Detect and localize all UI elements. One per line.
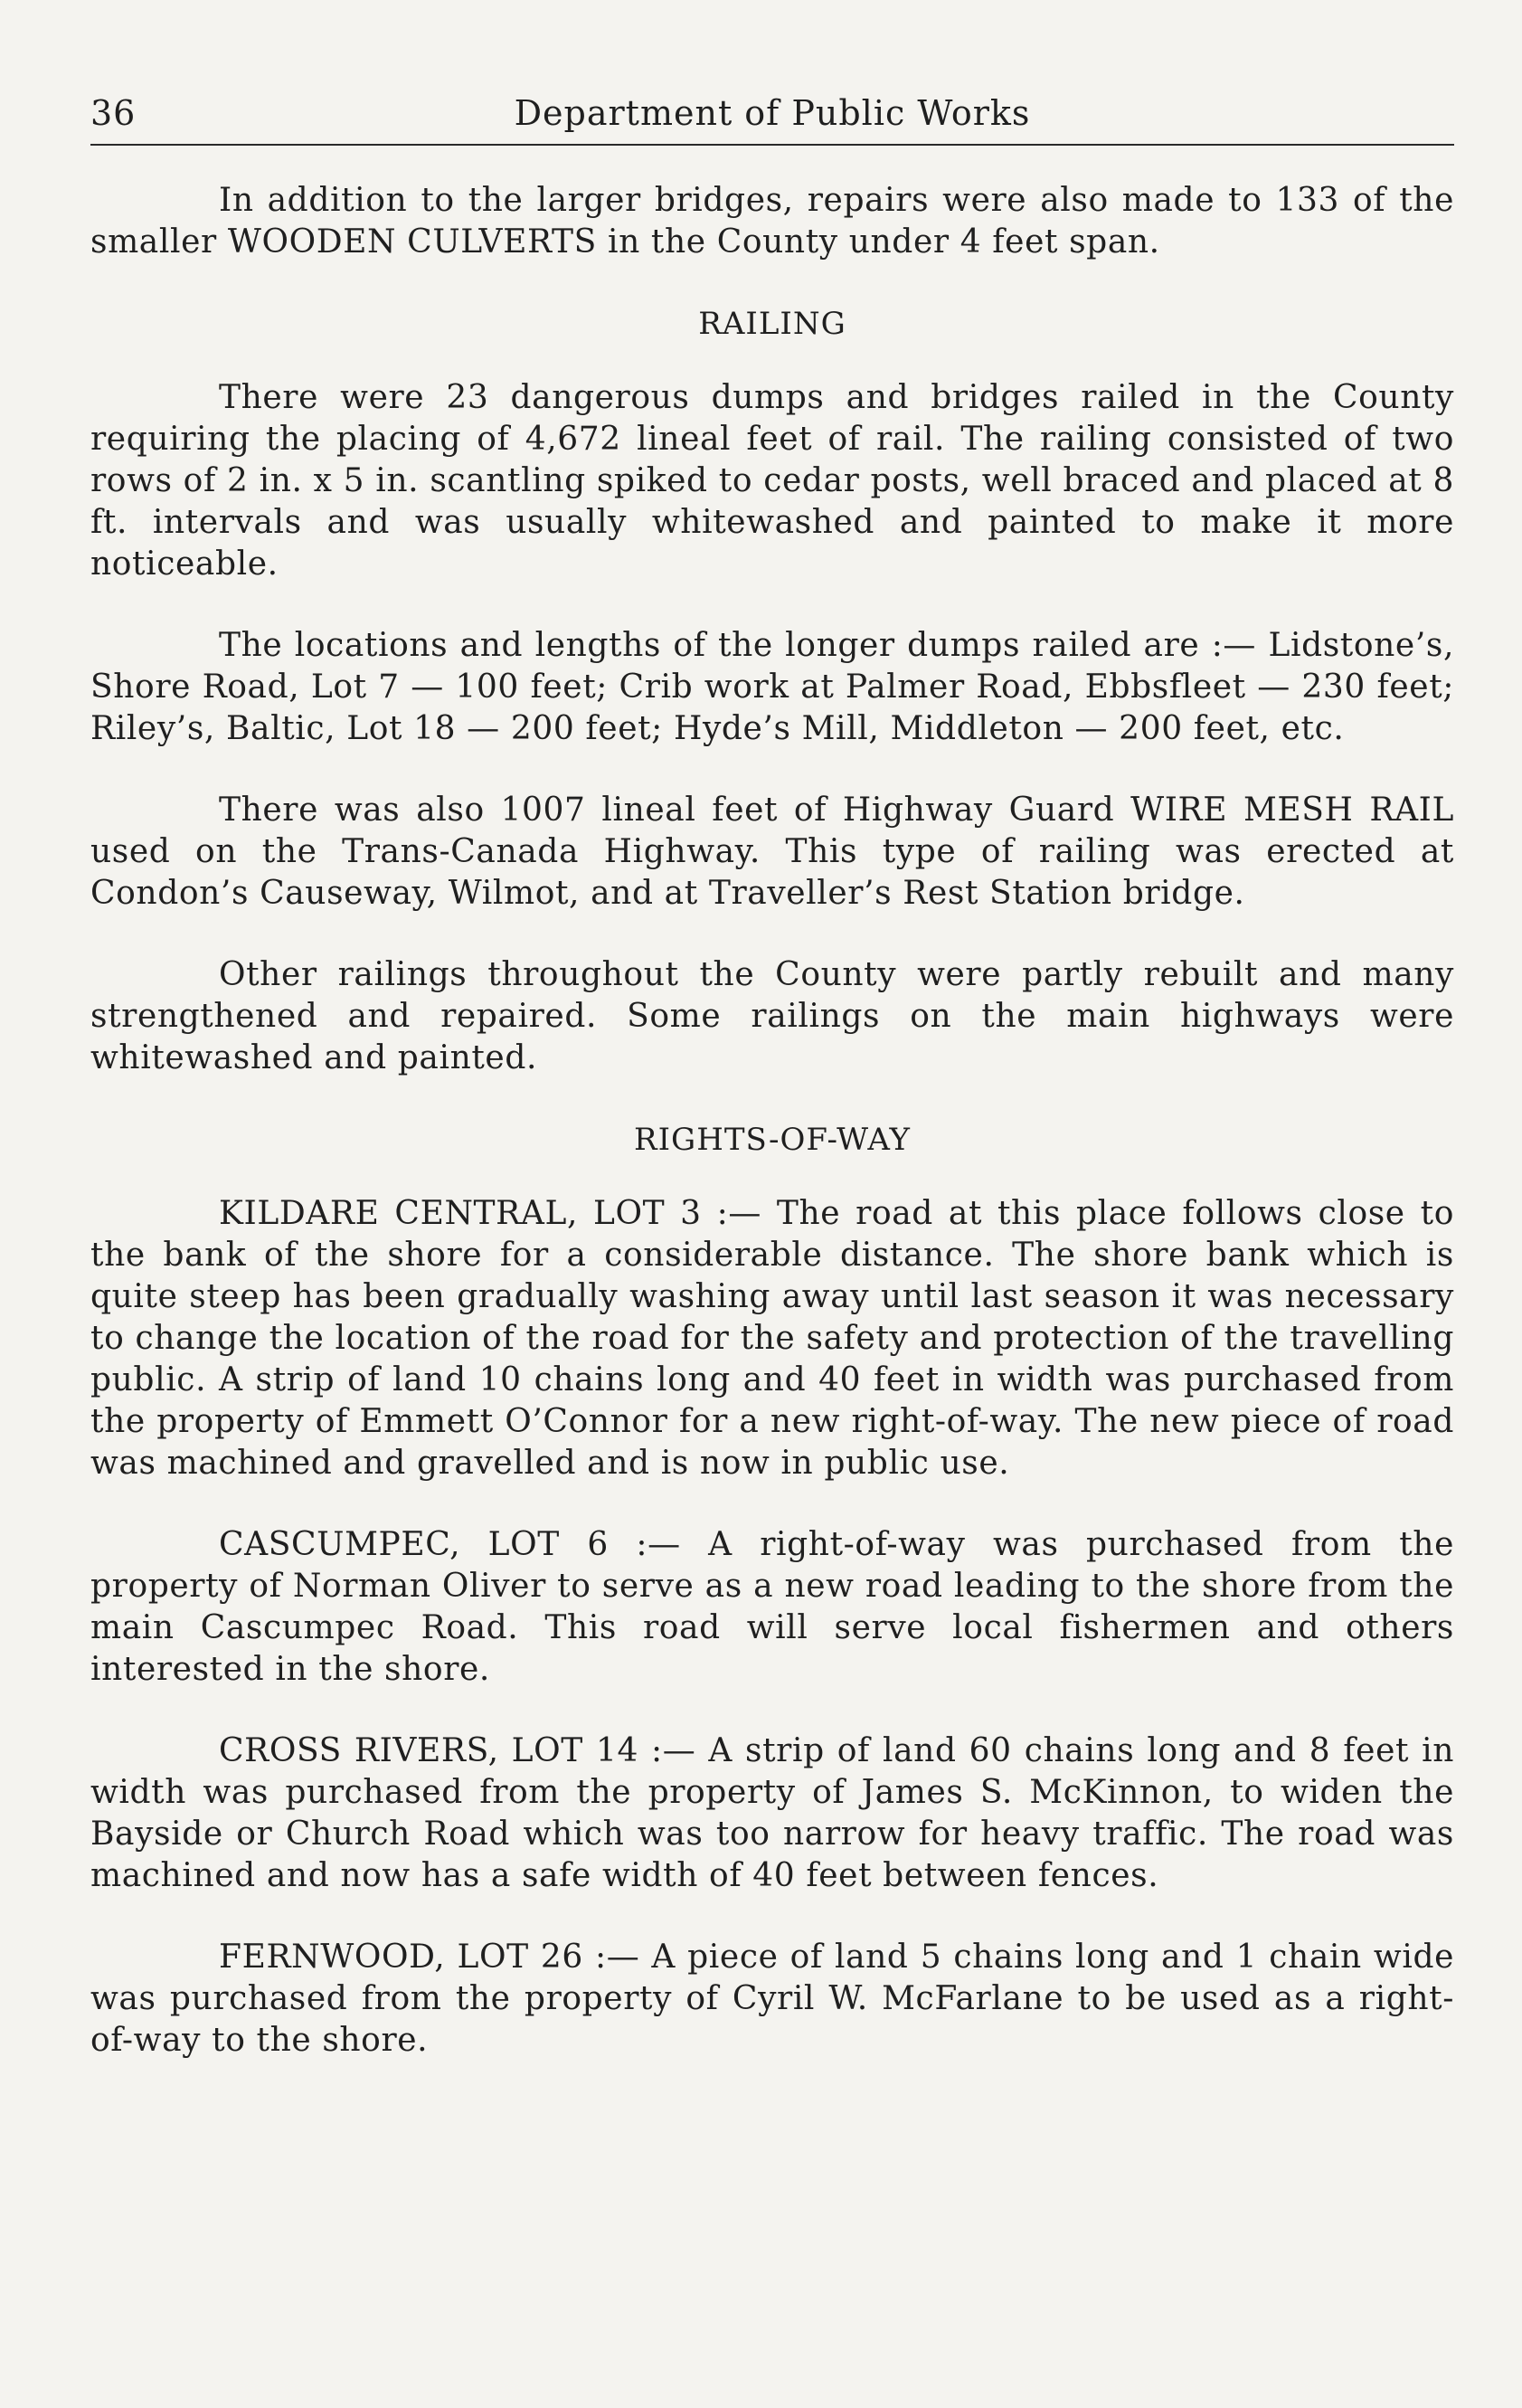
page-header	[90, 86, 1454, 140]
cross-rivers-paragraph: CROSS RIVERS, LOT 14 :— A strip of land 60 chains long and 8 feet in width was purchased from the property of James S. McKinnon, to widen the Bayside or Church Road which was too narrow for heavy traffic. The road was machined and now has a safe width of 40 feet between fences.	[90, 1732, 1454, 1894]
railing-paragraph-4: Other railings throughout the County were partly rebuilt and many strengthened and repaired. Some railings on the main highways were whitewashed and painted.	[90, 956, 1454, 1076]
page-number: 36	[90, 93, 137, 133]
intro-paragraph: In addition to the larger bridges, repairs were also made to 133 of the smaller WOODEN CULVERTS in the County under 4 feet span.	[90, 182, 1454, 261]
header-rule	[90, 144, 1454, 146]
document-page	[90, 86, 1454, 2101]
railing-paragraph-2: The locations and lengths of the longer dumps railed are :— Lidstone’s, Shore Road, Lot 7 — 100 feet; Crib work at Palmer Road, Ebbsfleet — 230 feet; Riley’s, Baltic, Lot 18 — 200 feet; Hyde’s Mill, Middleton — 200 feet, etc.	[90, 627, 1454, 747]
railing-heading: RAILING	[698, 306, 846, 342]
running-title: Department of Public Works	[514, 93, 1031, 133]
railing-paragraph-3: There was also 1007 lineal feet of Highway Guard WIRE MESH RAIL used on the Trans-Canada Highway. This type of railing was erected at Condon’s Causeway, Wilmot, and at Traveller’s Rest Station bridge.	[90, 792, 1454, 912]
kildare-central-paragraph: KILDARE CENTRAL, LOT 3 :— The road at this place follows close to the bank of the shore for a considerable distance. The shore bank which is quite steep has been gradually washing away until last season it was necessary to change the location of the road for the safety and protection of the travelling public. A strip of land 10 chains long and 40 feet in width was purchased from the property of Emmett O’Connor for a new right-of-way. The new piece of road was machined and gravelled and is now in public use.	[90, 1195, 1454, 1482]
cascumpec-paragraph: CASCUMPEC, LOT 6 :— A right-of-way was purchased from the property of Norman Oliver to serve as a new road leading to the shore from the main Cascumpec Road. This road will serve local fishermen and others interested in the shore.	[90, 1526, 1454, 1688]
rights-of-way-heading: RIGHTS-OF-WAY	[634, 1122, 911, 1158]
railing-paragraph-1: There were 23 dangerous dumps and bridges railed in the County requiring the placing of 4,672 lineal feet of rail. The railing consisted of two rows of 2 in. x 5 in. scantling spiked to cedar posts, well braced and placed at 8 ft. intervals and was usually whitewashed and painted to make it more noticeable.	[90, 379, 1454, 583]
fernwood-paragraph: FERNWOOD, LOT 26 :— A piece of land 5 chains long and 1 chain wide was purchased from the property of Cyril W. McFarlane to be used as a right-of-way to the shore.	[90, 1939, 1454, 2059]
